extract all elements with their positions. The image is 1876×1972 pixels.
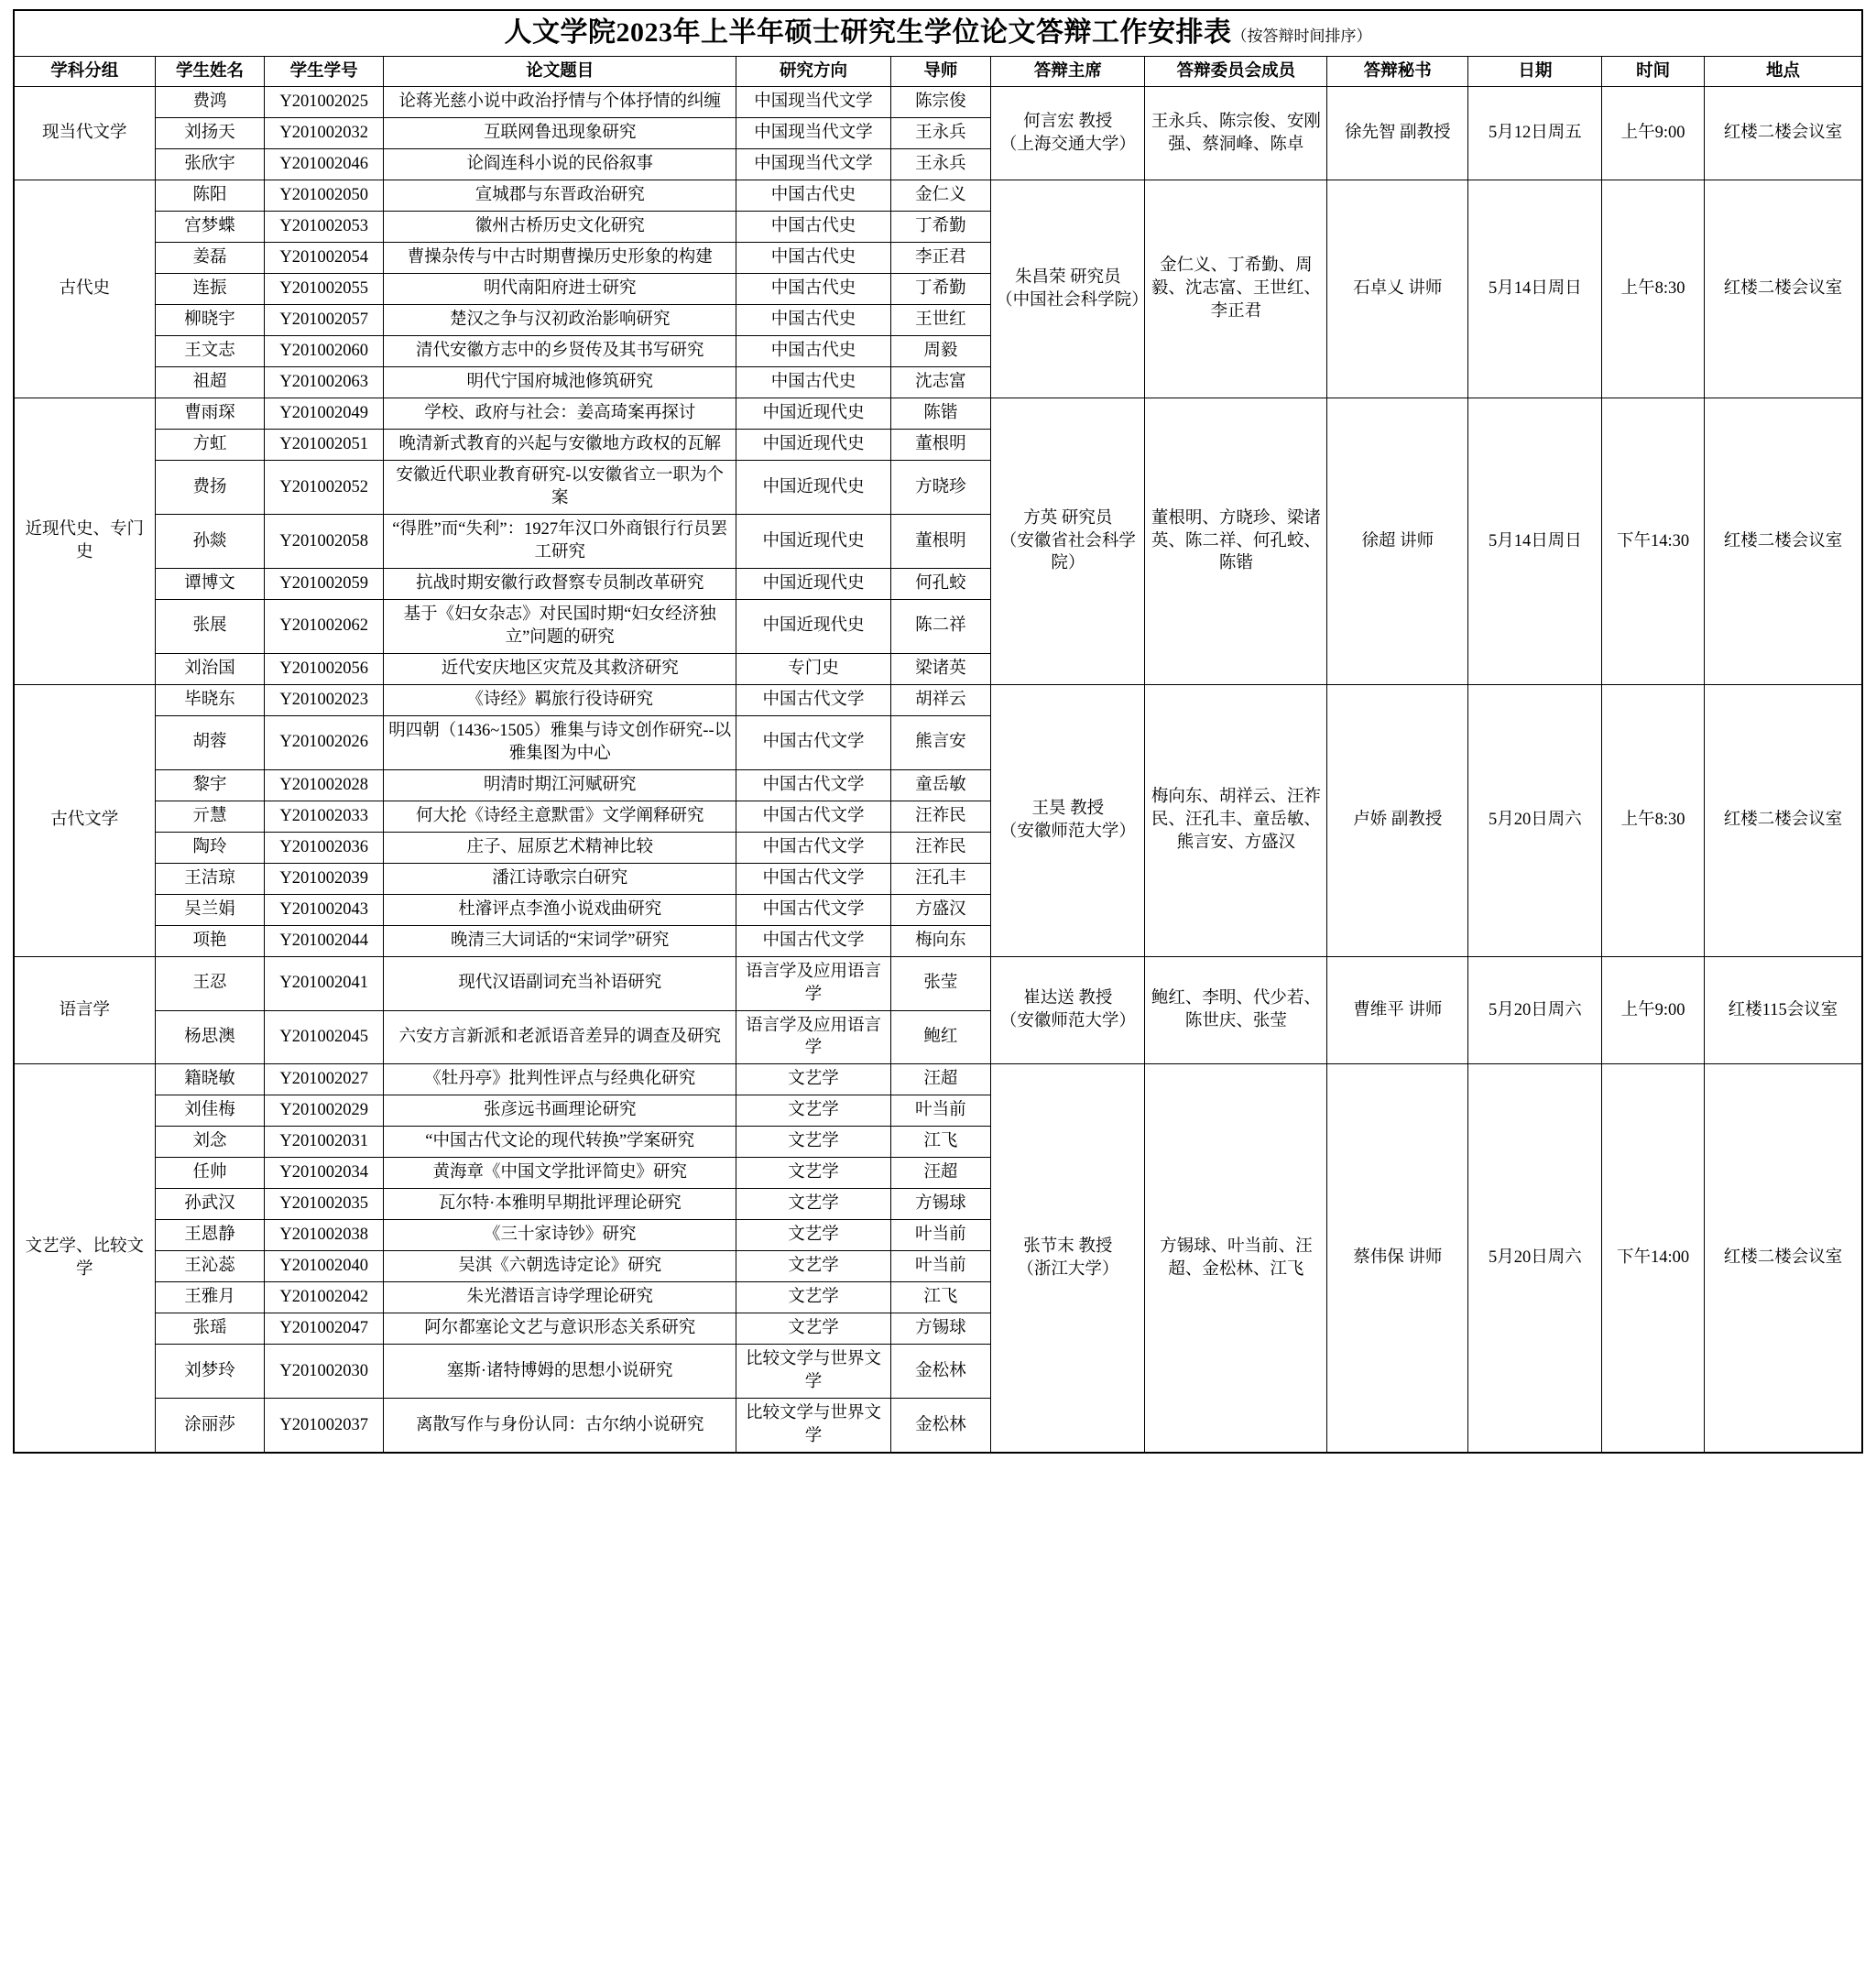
advisor: 方锡球: [890, 1189, 991, 1220]
student-name: 刘佳梅: [155, 1095, 265, 1127]
student-name: 任帅: [155, 1158, 265, 1189]
student-name: 王文志: [155, 336, 265, 367]
group-label: 现当代文学: [14, 87, 155, 180]
student-name: 王沁蕊: [155, 1251, 265, 1282]
advisor: 梁诸英: [890, 653, 991, 684]
student-id: Y201002032: [265, 118, 384, 149]
advisor: 董根明: [890, 430, 991, 461]
research-direction: 文艺学: [736, 1251, 890, 1282]
defense-chair: [991, 87, 1145, 180]
committee-members: 鲍红、李明、代少若、陈世庆、张莹: [1145, 956, 1327, 1064]
col-header-chair: 答辩主席: [991, 56, 1145, 87]
defense-place: 红楼二楼会议室: [1704, 684, 1862, 956]
chair-org: （上海交通大学）: [999, 135, 1136, 154]
research-direction: 中国古代文学: [736, 863, 890, 894]
col-header-advisor: 导师: [890, 56, 991, 87]
student-name: 刘扬天: [155, 118, 265, 149]
advisor: 汪祚民: [890, 832, 991, 863]
advisor: 丁希勤: [890, 274, 991, 305]
student-name: 张瑶: [155, 1313, 265, 1345]
student-name: 刘梦玲: [155, 1345, 265, 1399]
research-direction: 中国古代文学: [736, 684, 890, 715]
defense-secretary: 曹维平 讲师: [1327, 956, 1468, 1064]
defense-secretary: 徐超 讲师: [1327, 398, 1468, 685]
research-direction: 文艺学: [736, 1220, 890, 1251]
advisor: 王永兵: [890, 149, 991, 180]
research-direction: 文艺学: [736, 1313, 890, 1345]
student-id: Y201002029: [265, 1095, 384, 1127]
thesis-title: 明代南阳府进士研究: [384, 274, 736, 305]
committee-members: 王永兵、陈宗俊、安刚强、蔡洞峰、陈卓: [1145, 87, 1327, 180]
chair-org: （中国社会科学院）: [996, 290, 1149, 310]
research-direction: 文艺学: [736, 1064, 890, 1095]
table-body: [14, 87, 1862, 1453]
advisor: 周毅: [890, 336, 991, 367]
defense-date: 5月20日周六: [1468, 684, 1602, 956]
thesis-title: 安徽近代职业教育研究-以安徽省立一职为个案: [384, 461, 736, 515]
student-name: 张展: [155, 599, 265, 653]
student-id: Y201002052: [265, 461, 384, 515]
student-id: Y201002041: [265, 956, 384, 1010]
student-id: Y201002030: [265, 1345, 384, 1399]
title-main-text: 人文学院2023年上半年硕士研究生学位论文答辩工作安排表: [504, 17, 1232, 48]
student-name: 刘念: [155, 1127, 265, 1158]
thesis-title: 学校、政府与社会：姜高琦案再探讨: [384, 398, 736, 430]
student-name: 孙燚: [155, 515, 265, 569]
research-direction: 文艺学: [736, 1189, 890, 1220]
defense-chair: [991, 398, 1145, 685]
thesis-title: 互联网鲁迅现象研究: [384, 118, 736, 149]
defense-place: 红楼115会议室: [1704, 956, 1862, 1064]
advisor: 叶当前: [890, 1095, 991, 1127]
research-direction: 文艺学: [736, 1282, 890, 1313]
group-label: 古代文学: [14, 684, 155, 956]
advisor: 江飞: [890, 1127, 991, 1158]
defense-chair: [991, 180, 1149, 398]
student-id: Y201002050: [265, 180, 384, 212]
thesis-title: 论蒋光慈小说中政治抒情与个体抒情的纠缠: [384, 87, 736, 118]
advisor: 汪祚民: [890, 801, 991, 832]
student-name: 毕晓东: [155, 684, 265, 715]
advisor: 熊言安: [890, 715, 991, 769]
group-label: 近现代史、专门史: [14, 398, 155, 685]
thesis-title: 晚清三大词话的“宋词学”研究: [384, 925, 736, 956]
research-direction: 语言学及应用语言学: [736, 1010, 890, 1064]
advisor: 丁希勤: [890, 212, 991, 243]
student-id: Y201002051: [265, 430, 384, 461]
research-direction: 中国现当代文学: [736, 87, 890, 118]
student-id: Y201002023: [265, 684, 384, 715]
advisor: 方晓珍: [890, 461, 991, 515]
defense-secretary: 蔡伟保 讲师: [1327, 1064, 1468, 1453]
advisor: 陈二祥: [890, 599, 991, 653]
student-id: Y201002040: [265, 1251, 384, 1282]
student-name: 籍晓敏: [155, 1064, 265, 1095]
table-head: [14, 10, 1862, 87]
defense-time: 上午8:30: [1602, 684, 1705, 956]
student-name: 柳晓宇: [155, 305, 265, 336]
advisor: 汪超: [890, 1064, 991, 1095]
student-id: Y201002027: [265, 1064, 384, 1095]
student-name: 涂丽莎: [155, 1399, 265, 1453]
student-id: Y201002053: [265, 212, 384, 243]
table-row: [14, 180, 1862, 212]
defense-secretary: 卢娇 副教授: [1327, 684, 1468, 956]
research-direction: 中国古代史: [736, 243, 890, 274]
student-id: Y201002057: [265, 305, 384, 336]
advisor: 梅向东: [890, 925, 991, 956]
table-row: [14, 87, 1862, 118]
student-id: Y201002025: [265, 87, 384, 118]
research-direction: 中国近现代史: [736, 430, 890, 461]
thesis-title: 阿尔都塞论文艺与意识形态关系研究: [384, 1313, 736, 1345]
student-id: Y201002042: [265, 1282, 384, 1313]
student-name: 项艳: [155, 925, 265, 956]
thesis-title: 清代安徽方志中的乡贤传及其书写研究: [384, 336, 736, 367]
student-id: Y201002043: [265, 894, 384, 925]
thesis-title: 论阎连科小说的民俗叙事: [384, 149, 736, 180]
thesis-title: 《牡丹亭》批判性评点与经典化研究: [384, 1064, 736, 1095]
research-direction: 中国古代文学: [736, 894, 890, 925]
advisor: 童岳敏: [890, 769, 991, 801]
student-id: Y201002031: [265, 1127, 384, 1158]
advisor: 方锡球: [890, 1313, 991, 1345]
defense-chair: [991, 1064, 1145, 1453]
chair-org: （安徽师范大学）: [999, 1012, 1136, 1030]
research-direction: 中国古代文学: [736, 925, 890, 956]
defense-time: 下午14:00: [1602, 1064, 1705, 1453]
col-header-thesis-title: 论文题目: [384, 56, 736, 87]
defense-time: 上午8:30: [1602, 180, 1705, 398]
thesis-title: 塞斯·诸特博姆的思想小说研究: [384, 1345, 736, 1399]
thesis-title: 现代汉语副词充当补语研究: [384, 956, 736, 1010]
research-direction: 比较文学与世界文学: [736, 1345, 890, 1399]
student-name: 姜磊: [155, 243, 265, 274]
col-header-student-id: 学生学号: [265, 56, 384, 87]
student-id: Y201002056: [265, 653, 384, 684]
student-id: Y201002049: [265, 398, 384, 430]
thesis-title: 明清时期江河赋研究: [384, 769, 736, 801]
chair-org: （安徽师范大学）: [999, 822, 1136, 841]
defense-date: 5月20日周六: [1468, 1064, 1602, 1453]
group-label: 古代史: [14, 180, 155, 398]
thesis-title: 曹操杂传与中古时期曹操历史形象的构建: [384, 243, 736, 274]
advisor: 陈宗俊: [890, 87, 991, 118]
thesis-title: 近代安庆地区灾荒及其救济研究: [384, 653, 736, 684]
student-id: Y201002034: [265, 1158, 384, 1189]
col-header-group: 学科分组: [14, 56, 155, 87]
student-name: 张欣宇: [155, 149, 265, 180]
col-header-student-name: 学生姓名: [155, 56, 265, 87]
research-direction: 中国古代文学: [736, 801, 890, 832]
defense-date: 5月14日周日: [1468, 398, 1602, 685]
student-id: Y201002036: [265, 832, 384, 863]
thesis-title: 抗战时期安徽行政督察专员制改革研究: [384, 568, 736, 599]
research-direction: 文艺学: [736, 1127, 890, 1158]
advisor: 叶当前: [890, 1220, 991, 1251]
student-name: 杨思澳: [155, 1010, 265, 1064]
student-name: 黎宇: [155, 769, 265, 801]
research-direction: 中国近现代史: [736, 568, 890, 599]
research-direction: 中国现当代文学: [736, 118, 890, 149]
student-id: Y201002045: [265, 1010, 384, 1064]
defense-time: 下午14:30: [1602, 398, 1705, 685]
table-row: [14, 684, 1862, 715]
chair-name: 方英 研究员: [1023, 508, 1113, 528]
research-direction: 中国古代史: [736, 336, 890, 367]
col-header-research-direction: 研究方向: [736, 56, 890, 87]
student-name: 孙武汉: [155, 1189, 265, 1220]
research-direction: 文艺学: [736, 1095, 890, 1127]
advisor: 金仁义: [890, 180, 991, 212]
thesis-title: 宣城郡与东晋政治研究: [384, 180, 736, 212]
student-id: Y201002033: [265, 801, 384, 832]
chair-name: 何言宏 教授: [1023, 112, 1113, 131]
advisor: 李正君: [890, 243, 991, 274]
thesis-title: 庄子、屈原艺术精神比较: [384, 832, 736, 863]
advisor: 金松林: [890, 1345, 991, 1399]
col-header-secretary: 答辩秘书: [1327, 56, 1468, 87]
research-direction: 比较文学与世界文学: [736, 1399, 890, 1453]
student-name: 吴兰娟: [155, 894, 265, 925]
research-direction: 中国古代文学: [736, 715, 890, 769]
student-name: 谭博文: [155, 568, 265, 599]
advisor: 江飞: [890, 1282, 991, 1313]
document-title: [14, 10, 1862, 56]
advisor: 王永兵: [890, 118, 991, 149]
advisor: 汪孔丰: [890, 863, 991, 894]
student-name: 费鸿: [155, 87, 265, 118]
research-direction: 中国古代文学: [736, 769, 890, 801]
thesis-title: 明四朝（1436~1505）雅集与诗文创作研究--以雅集图为中心: [384, 715, 736, 769]
advisor: 胡祥云: [890, 684, 991, 715]
thesis-title: 六安方言新派和老派语音差异的调查及研究: [384, 1010, 736, 1064]
advisor: 汪超: [890, 1158, 991, 1189]
student-name: 祖超: [155, 367, 265, 398]
defense-chair: [991, 684, 1145, 956]
defense-time: 上午9:00: [1602, 956, 1705, 1064]
research-direction: 中国近现代史: [736, 398, 890, 430]
thesis-title: 基于《妇女杂志》对民国时期“妇女经济独立”问题的研究: [384, 599, 736, 653]
research-direction: 中国近现代史: [736, 515, 890, 569]
research-direction: 文艺学: [736, 1158, 890, 1189]
research-direction: 语言学及应用语言学: [736, 956, 890, 1010]
advisor: 董根明: [890, 515, 991, 569]
col-header-date: 日期: [1468, 56, 1602, 87]
student-id: Y201002039: [265, 863, 384, 894]
advisor: 叶当前: [890, 1251, 991, 1282]
student-name: 亓慧: [155, 801, 265, 832]
student-name: 陶玲: [155, 832, 265, 863]
student-name: 王忍: [155, 956, 265, 1010]
column-header-row: [14, 56, 1862, 87]
defense-secretary: 石卓乂 讲师: [1327, 180, 1468, 398]
defense-date: 5月14日周日: [1468, 180, 1602, 398]
student-name: 连振: [155, 274, 265, 305]
student-id: Y201002047: [265, 1313, 384, 1345]
group-label: 文艺学、比较文学: [14, 1064, 155, 1453]
student-name: 陈阳: [155, 180, 265, 212]
thesis-title: 黄海章《中国文学批评简史》研究: [384, 1158, 736, 1189]
thesis-title: “得胜”而“失利”：1927年汉口外商银行行员罢工研究: [384, 515, 736, 569]
student-id: Y201002046: [265, 149, 384, 180]
student-id: Y201002062: [265, 599, 384, 653]
committee-members: 方锡球、叶当前、汪超、金松林、江飞: [1145, 1064, 1327, 1453]
research-direction: 中国古代文学: [736, 832, 890, 863]
research-direction: 中国古代史: [736, 212, 890, 243]
research-direction: 专门史: [736, 653, 890, 684]
advisor: 陈锴: [890, 398, 991, 430]
student-id: Y201002060: [265, 336, 384, 367]
chair-name: 张节末 教授: [1023, 1237, 1113, 1256]
advisor: 鲍红: [890, 1010, 991, 1064]
thesis-title: 明代宁国府城池修筑研究: [384, 367, 736, 398]
table-row: [14, 956, 1862, 1010]
thesis-title: “中国古代文论的现代转换”学案研究: [384, 1127, 736, 1158]
student-id: Y201002063: [265, 367, 384, 398]
title-row: [14, 10, 1862, 56]
committee-members: 梅向东、胡祥云、汪祚民、汪孔丰、童岳敏、熊言安、方盛汉: [1145, 684, 1327, 956]
thesis-title: 瓦尔特·本雅明早期批评理论研究: [384, 1189, 736, 1220]
research-direction: 中国古代史: [736, 367, 890, 398]
research-direction: 中国古代史: [736, 274, 890, 305]
student-id: Y201002037: [265, 1399, 384, 1453]
committee-members: 金仁义、丁希勤、周毅、沈志富、王世红、李正君: [1145, 180, 1327, 398]
thesis-title: 潘江诗歌宗白研究: [384, 863, 736, 894]
research-direction: 中国古代史: [736, 180, 890, 212]
advisor: 金松林: [890, 1399, 991, 1453]
student-id: Y201002044: [265, 925, 384, 956]
defense-date: 5月12日周五: [1468, 87, 1602, 180]
defense-date: 5月20日周六: [1468, 956, 1602, 1064]
research-direction: 中国近现代史: [736, 599, 890, 653]
defense-place: 红楼二楼会议室: [1704, 398, 1862, 685]
thesis-title: 《三十家诗钞》研究: [384, 1220, 736, 1251]
defense-schedule-table: [13, 9, 1863, 1454]
research-direction: 中国古代史: [736, 305, 890, 336]
title-sub-text: （按答辩时间排序）: [1231, 27, 1372, 45]
col-header-committee: 答辩委员会成员: [1145, 56, 1327, 87]
col-header-time: 时间: [1602, 56, 1705, 87]
student-id: Y201002054: [265, 243, 384, 274]
defense-place: 红楼二楼会议室: [1704, 87, 1862, 180]
thesis-title: 朱光潜语言诗学理论研究: [384, 1282, 736, 1313]
thesis-title: 晚清新式教育的兴起与安徽地方政权的瓦解: [384, 430, 736, 461]
thesis-title: 离散写作与身份认同：古尔纳小说研究: [384, 1399, 736, 1453]
advisor: 何孔蛟: [890, 568, 991, 599]
thesis-title: 吴淇《六朝选诗定论》研究: [384, 1251, 736, 1282]
student-id: Y201002035: [265, 1189, 384, 1220]
table-row: [14, 1064, 1862, 1095]
group-label: 语言学: [14, 956, 155, 1064]
student-name: 胡蓉: [155, 715, 265, 769]
student-id: Y201002026: [265, 715, 384, 769]
research-direction: 中国现当代文学: [736, 149, 890, 180]
advisor: 张莹: [890, 956, 991, 1010]
table-row: [14, 398, 1862, 430]
student-id: Y201002059: [265, 568, 384, 599]
chair-name: 王昊 教授: [1031, 799, 1105, 818]
chair-org: （安徽省社会科学院）: [999, 531, 1136, 573]
student-name: 方虹: [155, 430, 265, 461]
committee-members: 董根明、方晓珍、梁诸英、陈二祥、何孔蛟、陈锴: [1145, 398, 1327, 685]
advisor: 王世红: [890, 305, 991, 336]
chair-name: 崔达送 教授: [1023, 989, 1113, 1008]
student-name: 曹雨琛: [155, 398, 265, 430]
student-id: Y201002028: [265, 769, 384, 801]
student-name: 费扬: [155, 461, 265, 515]
student-name: 王洁琼: [155, 863, 265, 894]
student-id: Y201002038: [265, 1220, 384, 1251]
thesis-title: 徽州古桥历史文化研究: [384, 212, 736, 243]
thesis-title: 楚汉之争与汉初政治影响研究: [384, 305, 736, 336]
chair-org: （浙江大学）: [1017, 1259, 1119, 1279]
defense-chair: [991, 956, 1145, 1064]
student-name: 宫梦蝶: [155, 212, 265, 243]
thesis-title: 张彦远书画理论研究: [384, 1095, 736, 1127]
student-id: Y201002058: [265, 515, 384, 569]
advisor: 方盛汉: [890, 894, 991, 925]
col-header-place: 地点: [1704, 56, 1862, 87]
student-id: Y201002055: [265, 274, 384, 305]
student-name: 王恩静: [155, 1220, 265, 1251]
thesis-title: 《诗经》羁旅行役诗研究: [384, 684, 736, 715]
student-name: 刘治国: [155, 653, 265, 684]
student-name: 王雅月: [155, 1282, 265, 1313]
research-direction: 中国近现代史: [736, 461, 890, 515]
advisor: 沈志富: [890, 367, 991, 398]
thesis-title: 何大抡《诗经主意默雷》文学阐释研究: [384, 801, 736, 832]
chair-name: 朱昌荣 研究员: [1015, 267, 1121, 287]
defense-place: 红楼二楼会议室: [1704, 1064, 1862, 1453]
defense-place: 红楼二楼会议室: [1704, 180, 1862, 398]
defense-time: 上午9:00: [1602, 87, 1705, 180]
defense-secretary: 徐先智 副教授: [1327, 87, 1468, 180]
thesis-title: 杜濬评点李渔小说戏曲研究: [384, 894, 736, 925]
